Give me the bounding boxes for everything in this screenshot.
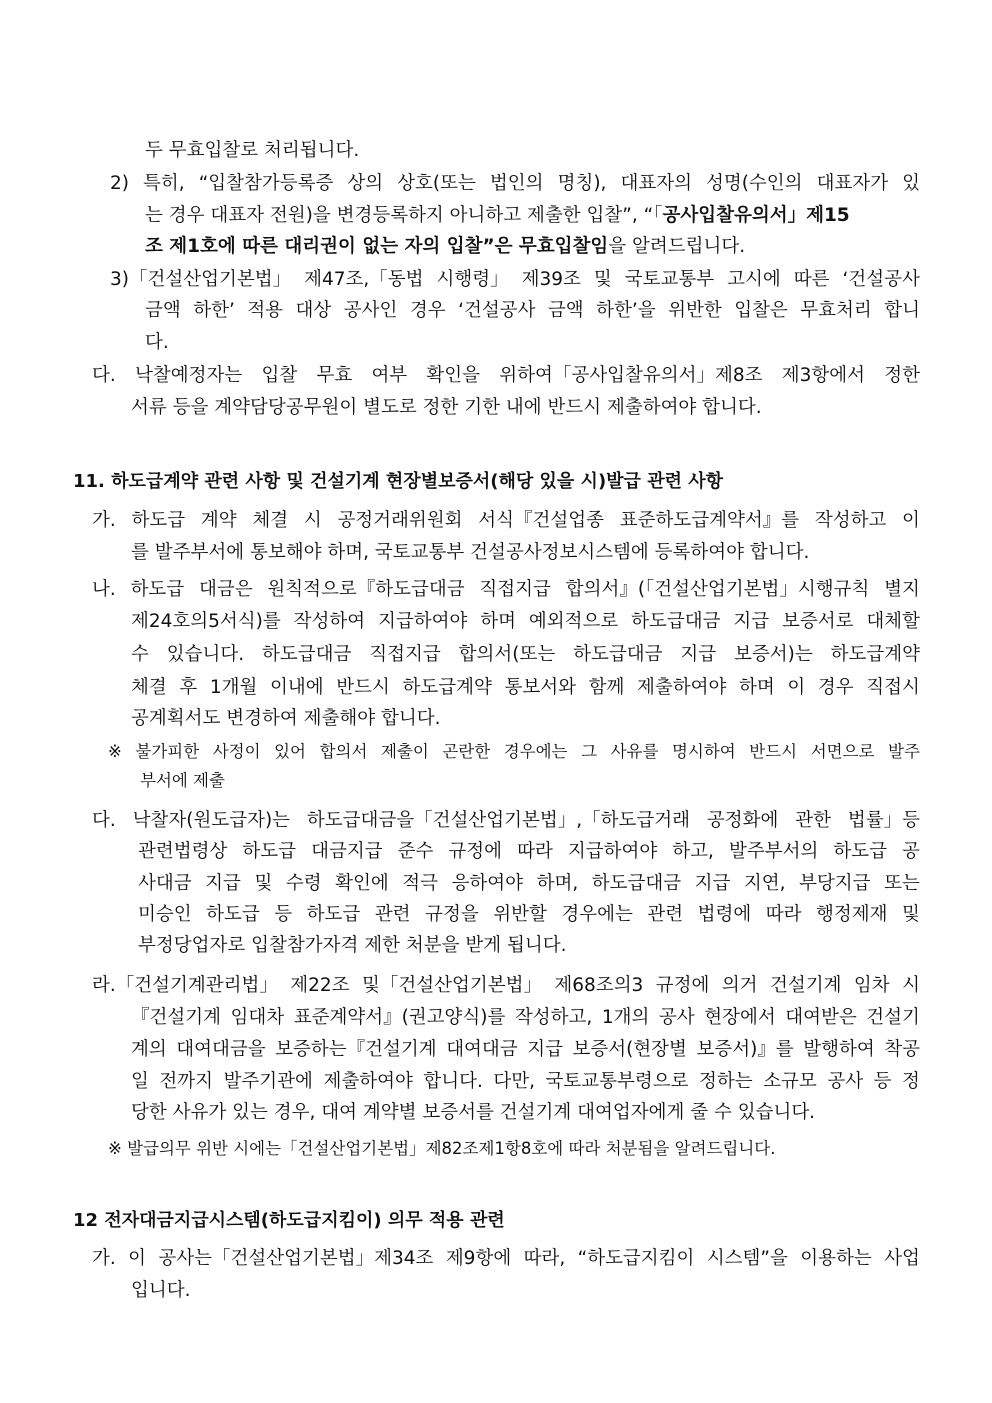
word: 국토교통부: [624, 269, 715, 290]
word: 응하여야: [451, 873, 524, 894]
word: 2): [110, 173, 129, 194]
list-item-2-line-3: [145, 238, 920, 257]
word: 제22조: [290, 975, 350, 996]
word: 수령: [285, 873, 322, 894]
word: 이용하는: [800, 1248, 872, 1269]
sec11-da-line-1: [92, 812, 920, 831]
sec11-ra-line-1: [92, 977, 920, 996]
word: 적용: [247, 300, 284, 321]
word: ‘건설공사: [842, 269, 920, 290]
word: 낙찰예정자는: [135, 365, 243, 386]
word: 발주: [888, 742, 920, 761]
word: 직접지급: [479, 579, 551, 600]
word: 하도급: [833, 841, 887, 862]
sec11-da-line-4: [138, 906, 920, 925]
word: 1개의: [601, 1007, 650, 1028]
word: 반드시: [749, 742, 798, 761]
sec11-na-line-1: [92, 581, 920, 600]
word: 하한’: [193, 300, 235, 321]
word: 지급: [733, 611, 770, 632]
word: 보증하는『건설기계: [275, 1039, 437, 1060]
sec11-da-line-5: 부정당업자로 입찰참가자격 제한 처분을 받게 됩니다.: [138, 935, 567, 956]
item-da-line-1: [92, 367, 920, 386]
word: 임대차: [230, 1007, 285, 1028]
word: 따라: [765, 904, 802, 925]
word: 적극: [402, 873, 439, 894]
word: 이: [128, 1248, 147, 1269]
word: 다.: [92, 810, 116, 831]
note-line-1: [108, 744, 920, 761]
word: 공정화에: [706, 810, 779, 831]
section-heading-11: 11. 하도급계약 관련 사항 및 건설기계 현장별보증서(해당 있을 시)발급 관련 사항: [73, 471, 724, 492]
word: 지급: [205, 873, 241, 894]
sec11-na-line-2: [131, 613, 920, 632]
word: 이: [902, 510, 920, 531]
word: 현장에서: [704, 1007, 776, 1028]
word: 다만,: [493, 1071, 535, 1092]
word: 제출하여야: [323, 1071, 413, 1092]
word: 건설기: [866, 1007, 920, 1028]
word: 정한: [884, 365, 920, 386]
word: 지급하여야: [567, 841, 658, 862]
word: 하도급대금을「건설산업기본법」,「하도급거래: [306, 810, 690, 831]
text-span: 는 경우 대표자 전원)을 변경등록하지 아니하고 제출한 입찰”, “「: [145, 205, 663, 226]
word: 보증서로: [781, 611, 854, 632]
word: 시: [902, 975, 920, 996]
word: 작성하고,: [514, 1007, 593, 1028]
word: 제47조,「동법: [304, 269, 424, 290]
sec11-ra-line-2: [131, 1009, 920, 1028]
word: ※: [108, 742, 122, 761]
word: 공사인: [343, 300, 398, 321]
sec11-ra-line-3: [131, 1041, 920, 1060]
word: 사유를: [610, 742, 659, 761]
word: 소규모: [763, 1071, 817, 1092]
word: 금액: [145, 300, 181, 321]
emphasis-text: 공사입찰유의서」제15: [662, 205, 850, 226]
word: 직접시: [866, 677, 920, 698]
word: 규정을: [425, 904, 479, 925]
word: 따라,: [523, 1248, 566, 1269]
word: 대상: [295, 300, 332, 321]
word: 제출이: [380, 742, 429, 761]
word: 따른: [793, 269, 830, 290]
word: 사업: [884, 1248, 920, 1269]
word: 제68조의3: [554, 975, 644, 996]
word: 성명(수인의: [705, 173, 803, 194]
word: 수: [131, 644, 149, 665]
word: 위하여「공사입찰유의서」제8조: [499, 365, 763, 386]
sec11-na-line-5: 공계획서도 변경하여 제출해야 합니다.: [131, 708, 441, 729]
word: 하도급계약: [402, 677, 492, 698]
word: 착공: [884, 1039, 920, 1060]
word: 규정에: [655, 975, 710, 996]
word: 전까지: [159, 1071, 214, 1092]
word: 관련법령상: [138, 841, 228, 862]
word: 대여받은: [785, 1007, 857, 1028]
word: 하도급: [131, 510, 186, 531]
word: 시행령」: [436, 269, 509, 290]
word: 합의서: [319, 742, 368, 761]
word: 명시하여: [671, 742, 736, 761]
word: 여부: [371, 365, 408, 386]
list-item-2-line-1: [110, 175, 920, 194]
word: 체결: [131, 677, 167, 698]
word: 국토교통부령으로: [545, 1071, 689, 1092]
word: 이내에: [270, 677, 324, 698]
word: 의거: [721, 975, 758, 996]
item-da-line-2: 서류 등을 계약담당공무원이 별도로 정한 기한 내에 반드시 제출하여야 합니다.: [131, 397, 762, 418]
word: 하고,: [672, 841, 714, 862]
word: 공사: [658, 1007, 695, 1028]
word: 및「건설산업기본법」: [362, 975, 542, 996]
sec11-ga-line-2: 를 발주부서에 통보해야 하며, 국토교통부 건설공사정보시스템에 등록하여야 합니다.: [131, 542, 810, 563]
word: 곤란한: [442, 742, 491, 761]
word: 계약: [200, 510, 237, 531]
word: 하도급: [306, 904, 361, 925]
word: 라.「건설기계관리법」: [92, 975, 278, 996]
word: 하도급대금: [591, 873, 682, 894]
word: 위반한: [668, 300, 722, 321]
word: 통보서와: [504, 677, 576, 698]
word: 예외적으로: [528, 611, 619, 632]
word: 제9항에: [445, 1248, 512, 1269]
word: 지급: [694, 873, 731, 894]
word: 대표자의: [620, 173, 692, 194]
word: 관련: [647, 904, 684, 925]
word: 고시에: [727, 269, 781, 290]
word: 보증서(현장별: [572, 1039, 687, 1060]
word: 하도급대금: [631, 611, 721, 632]
word: 합니: [884, 300, 920, 321]
word: 지급하여야: [378, 611, 468, 632]
word: 공: [902, 841, 920, 862]
word: 작성하여: [293, 611, 366, 632]
word: 불가피한: [135, 742, 200, 761]
word: 공정거래위원회: [337, 510, 463, 531]
word: 지급: [680, 644, 717, 665]
word: 법령에: [697, 904, 752, 925]
list-item-3-line-3: 다.: [145, 332, 169, 353]
sec11-da-line-2: [138, 843, 920, 862]
word: 상호(또는: [397, 173, 476, 194]
word: 관한: [795, 810, 831, 831]
word: 대금지급: [311, 841, 383, 862]
word: 사대금: [138, 873, 192, 894]
word: 대체할: [866, 611, 920, 632]
word: 입찰: [261, 365, 298, 386]
word: 정: [902, 1071, 920, 1092]
word: 낙찰자(원도급자)는: [132, 810, 291, 831]
word: 체결: [252, 510, 289, 531]
word: 후: [179, 677, 198, 698]
word: 법인의: [489, 173, 544, 194]
word: “하도급지킴이: [577, 1248, 695, 1269]
word: 임차: [853, 975, 890, 996]
emphasis-text: 조 제1호에 따른 대리권이 없는 자의 입찰”은 무효입찰임: [145, 236, 609, 257]
word: 따라: [517, 841, 553, 862]
word: 경우에는: [561, 904, 633, 925]
sec11-ra-line-4: [131, 1073, 920, 1092]
word: 다.: [92, 365, 116, 386]
word: 가.: [92, 1248, 116, 1269]
word: 하며,: [536, 873, 579, 894]
word: 보증서)는: [734, 644, 813, 665]
word: 3)「건설산업기본법」: [110, 269, 292, 290]
word: 확인에: [335, 873, 389, 894]
word: 대금은: [198, 579, 253, 600]
word: 가.: [92, 510, 116, 531]
sec12-ga-line-2: 입니다.: [131, 1280, 191, 1301]
word: 위반할: [493, 904, 547, 925]
word: 경우에는: [503, 742, 568, 761]
word: 있어: [274, 742, 306, 761]
word: 표준계약서』(권고양식)를: [293, 1007, 506, 1028]
word: 서식『건설업종: [478, 510, 605, 531]
word: 합의서』(「건설산업기본법」시행규칙: [565, 579, 870, 600]
word: 대표자가: [816, 173, 889, 194]
word: 제24호의5서식)를: [131, 611, 281, 632]
note-line-2: 부서에 제출: [140, 771, 225, 790]
word: 법률」등: [847, 810, 920, 831]
word: 규정에: [448, 841, 503, 862]
word: 지연,: [743, 873, 786, 894]
word: 등: [274, 904, 293, 925]
word: 대여대금: [446, 1039, 518, 1060]
word: 시스템”을: [706, 1248, 788, 1269]
word: 하도급: [130, 579, 185, 600]
word: 일: [131, 1071, 149, 1092]
word: 경우: [409, 300, 446, 321]
word: 하며: [480, 611, 516, 632]
word: 발주부서의: [728, 841, 819, 862]
paragraph-line: 두 무효입찰로 처리됩니다.: [145, 140, 360, 161]
word: 준수: [397, 841, 434, 862]
note-line: ※ 발급의무 위반 시에는「건설산업기본법」제82조제1항8호에 따라 처분됨을 알려드립니다.: [108, 1139, 776, 1158]
word: 제39조: [521, 269, 581, 290]
word: 제3항에서: [781, 365, 866, 386]
word: 보증서)』를: [696, 1039, 794, 1060]
word: 하한’을: [596, 300, 656, 321]
word: 발주기관에: [223, 1071, 313, 1092]
word: 정하는: [699, 1071, 753, 1092]
word: 공사: [827, 1071, 864, 1092]
word: 함께: [588, 677, 625, 698]
word: “입찰참가등록증: [198, 173, 334, 194]
word: 특히,: [143, 173, 185, 194]
list-item-3-line-2: [145, 302, 920, 321]
word: 입찰은: [734, 300, 788, 321]
word: 및: [902, 904, 920, 925]
word: 경우: [817, 677, 854, 698]
word: 있: [902, 173, 920, 194]
word: 공사는「건설산업기본법」제34조: [158, 1248, 434, 1269]
sec11-da-line-3: [138, 875, 920, 894]
word: 및: [254, 873, 273, 894]
word: 합의서(또는: [458, 644, 556, 665]
word: 별지: [884, 579, 920, 600]
word: 하도급대금: [573, 644, 663, 665]
word: 서면으로: [810, 742, 875, 761]
word: 하도급대금: [262, 644, 352, 665]
word: 하며: [738, 677, 775, 698]
list-item-3-line-1: [110, 271, 920, 290]
word: 합니다.: [423, 1071, 483, 1092]
word: 『건설기계: [131, 1007, 221, 1028]
word: 등: [873, 1071, 892, 1092]
word: 금액: [547, 300, 584, 321]
word: 하도급: [242, 841, 297, 862]
sec11-na-line-4: [131, 679, 920, 698]
word: 대여대금을: [176, 1039, 266, 1060]
word: 그: [581, 742, 598, 761]
word: 반드시: [336, 677, 390, 698]
section-heading-12: 12 전자대금지급시스템(하도급지킴이) 의무 적용 관련: [73, 1210, 505, 1231]
sec11-na-line-3: [131, 646, 920, 665]
word: 건설기계: [769, 975, 842, 996]
word: 무효: [316, 365, 353, 386]
word: 1개월: [209, 677, 258, 698]
word: 사정이: [212, 742, 261, 761]
word: 발행하여: [803, 1039, 875, 1060]
word: 관련: [374, 904, 411, 925]
word: 제출하여야: [636, 677, 727, 698]
word: 하도급계약: [830, 644, 920, 665]
word: 명칭),: [557, 173, 607, 194]
word: 무효처리: [800, 300, 872, 321]
word: 직접지급: [369, 644, 441, 665]
word: 상의: [347, 173, 384, 194]
list-item-2-line-2: [145, 207, 920, 226]
text-span: 을 알려드립니다.: [608, 236, 746, 257]
word: 확인을: [426, 365, 481, 386]
word: 행정제재: [816, 904, 888, 925]
word: 시: [303, 510, 322, 531]
word: ‘건설공사: [458, 300, 536, 321]
sec12-ga-line-1: [92, 1250, 920, 1269]
word: 부당지급: [799, 873, 871, 894]
sec11-ra-line-5: 당한 사유가 있는 경우, 대여 계약별 보증서를 건설기계 대여업자에게 줄 수 있습니다.: [131, 1102, 816, 1123]
word: 이: [787, 677, 806, 698]
word: 또는: [884, 873, 920, 894]
word: 계의: [131, 1039, 167, 1060]
word: 있습니다.: [166, 644, 245, 665]
word: 나.: [92, 579, 116, 600]
word: 미승인: [138, 904, 192, 925]
sec11-ga-line-1: [92, 512, 920, 531]
word: 작성하고: [814, 510, 887, 531]
word: 및: [593, 269, 612, 290]
word: 지급: [527, 1039, 563, 1060]
word: 하도급: [206, 904, 260, 925]
word: 표준하도급계약서』를: [619, 510, 800, 531]
word: 원칙적으로『하도급대금: [267, 579, 465, 600]
